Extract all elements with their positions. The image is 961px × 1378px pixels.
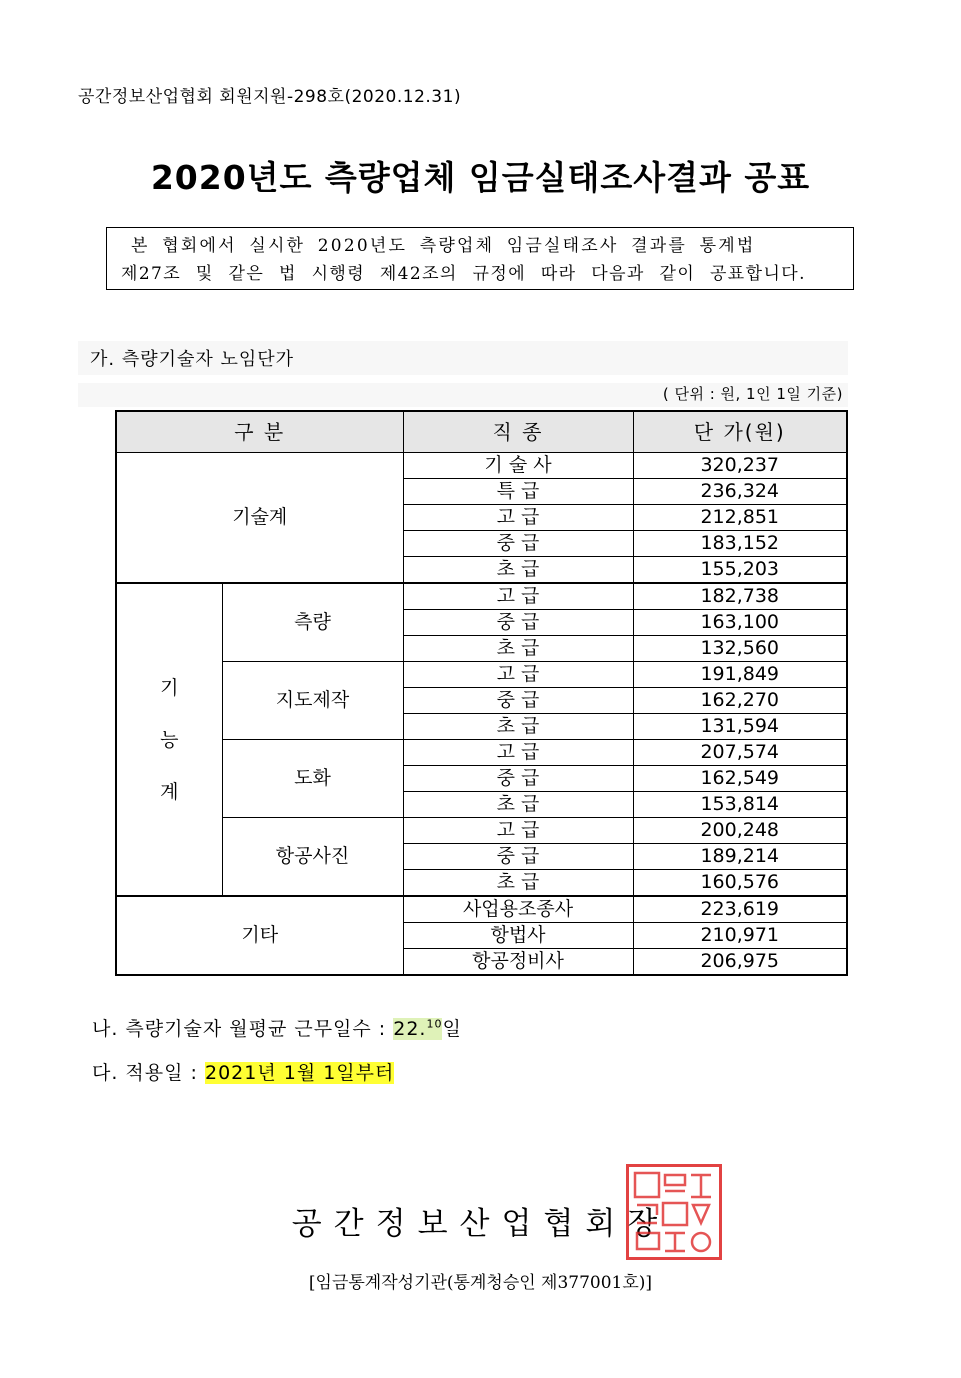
column-header-job: 직 종 (403, 411, 633, 453)
price-cell: 153,814 (633, 792, 847, 818)
section-b (92, 1014, 462, 1041)
grade-cell: 항법사 (403, 923, 633, 949)
grade-cell: 고 급 (403, 505, 633, 531)
group-technical: 기술계 (116, 453, 403, 584)
grade-cell: 중 급 (403, 766, 633, 792)
section-a-heading: 가. 측량기술자 노임단가 (90, 349, 295, 370)
price-cell: 320,237 (633, 453, 847, 479)
grade-cell: 초 급 (403, 557, 633, 584)
table-row (116, 662, 847, 688)
functional-char: 계 (160, 780, 179, 803)
grade-cell: 사업용조종사 (403, 896, 633, 923)
document-reference: 공간정보산업협회 회원지원-298호(2020.12.31) (78, 87, 462, 107)
subgroup-mapping: 지도제작 (222, 662, 403, 740)
unit-note: ( 단위 : 원, 1인 1일 기준) (662, 385, 843, 403)
column-header-category: 구 분 (116, 411, 403, 453)
functional-char: 기 (160, 676, 179, 699)
price-cell: 206,975 (633, 949, 847, 976)
grade-cell: 중 급 (403, 688, 633, 714)
footer-note: [임금통계작성기관(통계청승인 제377001호)] (308, 1273, 653, 1293)
price-cell: 210,971 (633, 923, 847, 949)
group-other: 기타 (116, 896, 403, 975)
section-b-label: 나. 측량기술자 월평균 근무일수 : (92, 1018, 387, 1040)
working-days-suffix: 일 (442, 1018, 462, 1040)
functional-char: 능 (160, 728, 179, 751)
intro-box (106, 227, 854, 290)
document-title: 2020년도 측량업체 임금실태조사결과 공표 (150, 158, 811, 197)
table-row (116, 583, 847, 610)
section-a-heading-bar (78, 341, 848, 375)
price-cell: 236,324 (633, 479, 847, 505)
price-cell: 162,549 (633, 766, 847, 792)
subgroup-survey: 측량 (222, 583, 403, 662)
group-functional (116, 583, 222, 896)
subgroup-drafting: 도화 (222, 740, 403, 818)
price-cell: 163,100 (633, 610, 847, 636)
grade-cell: 고 급 (403, 583, 633, 610)
grade-cell: 기 술 사 (403, 453, 633, 479)
price-cell: 183,152 (633, 531, 847, 557)
grade-cell: 중 급 (403, 844, 633, 870)
price-cell: 212,851 (633, 505, 847, 531)
effective-date: 2021년 1월 1일부터 (204, 1062, 395, 1084)
intro-line-2: 제27조 및 같은 법 시행령 제42조의 규정에 따라 다음과 같이 공표합니다. (121, 264, 806, 284)
subgroup-aerial: 항공사진 (222, 818, 403, 897)
table-header-row (116, 411, 847, 453)
price-cell: 207,574 (633, 740, 847, 766)
working-days-value: 22.10 (393, 1017, 443, 1040)
price-cell: 200,248 (633, 818, 847, 844)
price-cell: 131,594 (633, 714, 847, 740)
grade-cell: 중 급 (403, 531, 633, 557)
price-cell: 155,203 (633, 557, 847, 584)
price-cell: 191,849 (633, 662, 847, 688)
organization-signature: 공간정보산업협회장 (291, 1206, 670, 1242)
grade-cell: 특 급 (403, 479, 633, 505)
grade-cell: 고 급 (403, 818, 633, 844)
grade-cell: 중 급 (403, 610, 633, 636)
grade-cell: 고 급 (403, 740, 633, 766)
column-header-price: 단 가(원) (633, 411, 847, 453)
wage-table (115, 410, 848, 976)
intro-line-1: 본 협회에서 실시한 2020년도 측량업체 임금실태조사 결과를 통계법 (131, 236, 756, 256)
price-cell: 162,270 (633, 688, 847, 714)
grade-cell: 초 급 (403, 714, 633, 740)
grade-cell: 초 급 (403, 792, 633, 818)
price-cell: 189,214 (633, 844, 847, 870)
price-cell: 160,576 (633, 870, 847, 897)
grade-cell: 초 급 (403, 636, 633, 662)
section-c-label: 다. 적용일 : (92, 1062, 198, 1084)
table-row (116, 896, 847, 923)
grade-cell: 항공정비사 (403, 949, 633, 976)
price-cell: 182,738 (633, 583, 847, 610)
official-seal-stamp (626, 1164, 722, 1260)
price-cell: 223,619 (633, 896, 847, 923)
grade-cell: 초 급 (403, 870, 633, 897)
table-row (116, 453, 847, 479)
grade-cell: 고 급 (403, 662, 633, 688)
price-cell: 132,560 (633, 636, 847, 662)
table-row (116, 740, 847, 766)
section-c (92, 1058, 394, 1085)
table-row (116, 818, 847, 844)
